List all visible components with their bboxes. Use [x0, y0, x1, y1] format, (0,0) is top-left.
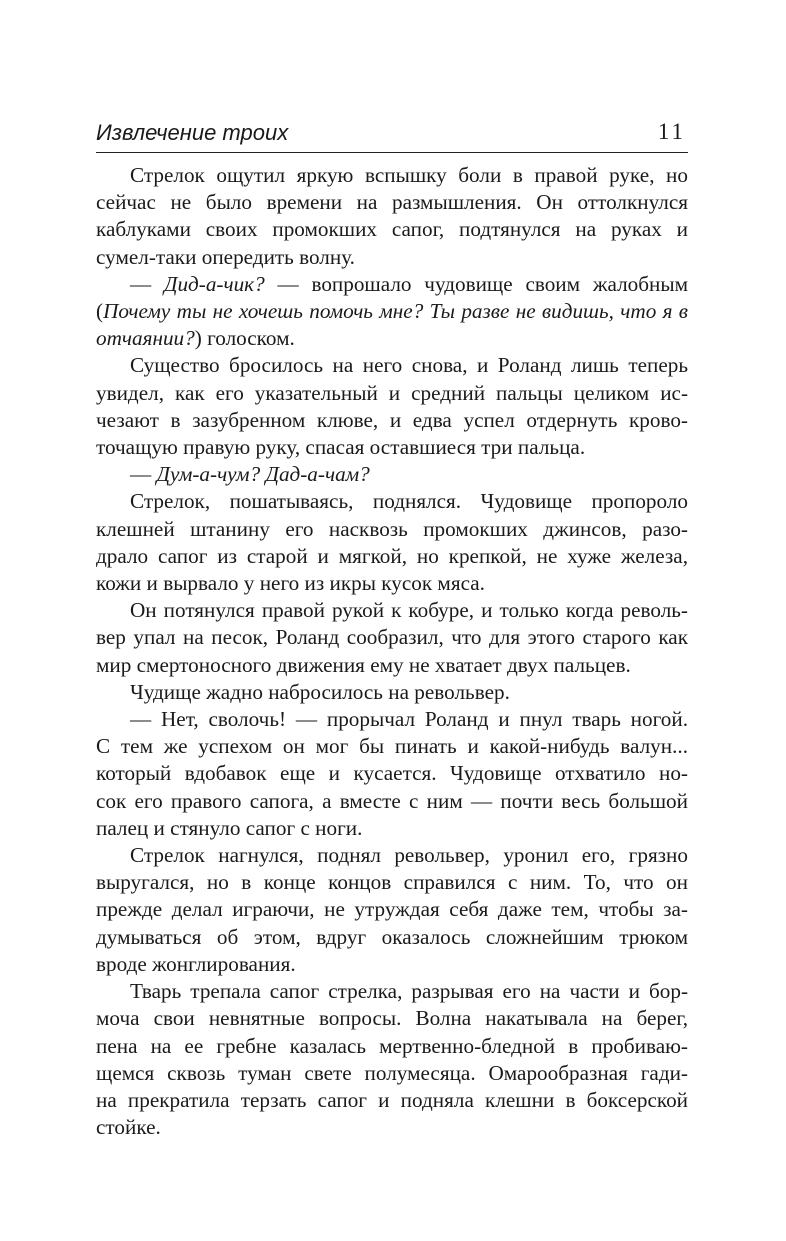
- text-line: мир смертоносного движения ему не хватает двух пальцев.: [96, 652, 631, 677]
- text-line: стойке.: [96, 1115, 161, 1140]
- text-line: — Дид-а-чик? — вопрошало чудовище своим жалобным: [130, 271, 688, 296]
- text-line: — Дум-а-чум? Дад-а-чам?: [130, 462, 370, 487]
- text-line: пена на ее гребне казалась мертвенно-бледной в пробиваю-: [96, 1033, 688, 1058]
- text-line: каблуками своих промокших сапог, подтянулся на руках и: [96, 217, 688, 242]
- text-line: на прекратила терзать сапог и подняла клешни в боксерской: [96, 1087, 688, 1112]
- text-line: палец и стянуло сапог с ноги.: [96, 815, 363, 840]
- paragraph: [96, 597, 688, 679]
- paragraph: [96, 271, 688, 353]
- text-line: который вдобавок еще и кусается. Чудовище отхватило но-: [96, 761, 688, 786]
- text-line: Существо бросилось на него снова, и Роланд лишь теперь: [130, 353, 688, 378]
- paragraph: [96, 679, 688, 706]
- text-line: Стрелок, пошатываясь, поднялся. Чудовище пропороло: [130, 489, 688, 514]
- text-line: сейчас не было времени на размышления. Он оттолкнулся: [96, 190, 688, 215]
- paragraph: [96, 162, 688, 271]
- text-line: Он потянулся правой рукой к кобуре, и только когда револь-: [130, 598, 688, 623]
- text-line: точащую правую руку, спасая оставшиеся три пальца.: [96, 435, 586, 460]
- text-line: Чудище жадно набросилось на револьвер.: [130, 679, 510, 704]
- text-line: клешней штанину его насквозь промокших джинсов, разо-: [96, 516, 688, 541]
- text-line: отчаянии?) голоском.: [96, 326, 295, 351]
- paragraph: [96, 488, 688, 597]
- text-line: щемся сквозь туман свете полумесяца. Омарообразная гади-: [96, 1060, 688, 1085]
- text-line: вроде жонглирования.: [96, 951, 296, 976]
- text-line: Стрелок нагнулся, поднял револьвер, уронил его, грязно: [130, 843, 688, 868]
- running-title: Извлечение троих: [96, 120, 289, 145]
- text-line: чезают в зазубренном клюве, и едва успел отдернуть крово-: [96, 407, 688, 432]
- text-line: Стрелок ощутил яркую вспышку боли в правой руке, но: [130, 163, 688, 187]
- running-header: [96, 118, 688, 153]
- page-number: 11: [657, 119, 686, 144]
- text-line: Тварь трепала сапог стрелка, разрывая его на части и бор-: [130, 979, 688, 1004]
- paragraph: [96, 842, 688, 978]
- text-line: — Нет, сволочь! — прорычал Роланд и пнул тварь ногой.: [130, 707, 688, 732]
- text-line: С тем же успехом он мог бы пинать и какой-нибудь валун...: [96, 734, 688, 759]
- text-line: кожи и вырвало у него из икры кусок мяса.: [96, 571, 485, 596]
- paragraph: [96, 978, 688, 1141]
- text-line: прежде делал играючи, не утруждая себя даже тем, чтобы за-: [96, 897, 688, 922]
- text-line: сумел-таки опередить волну.: [96, 244, 355, 269]
- paragraph: [96, 706, 688, 842]
- text-line: увидел, как его указательный и средний пальцы целиком ис-: [96, 380, 688, 405]
- body-text: [96, 162, 688, 1141]
- book-page: [96, 118, 688, 1141]
- text-line: сок его правого сапога, а вместе с ним — почти весь большой: [96, 788, 688, 813]
- text-line: думываться об этом, вдруг оказалось сложнейшим трюком: [96, 924, 688, 949]
- text-line: моча свои невнятные вопросы. Волна накатывала на берег,: [96, 1006, 688, 1031]
- text-line: драло сапог из старой и мягкой, но крепкой, не хуже железа,: [96, 543, 688, 568]
- text-line: выругался, но в конце концов справился с ним. То, что он: [96, 870, 688, 895]
- paragraph: [96, 461, 688, 488]
- paragraph: [96, 352, 688, 461]
- text-line: вер упал на песок, Роланд сообразил, что для этого старого как: [96, 625, 688, 650]
- text-line: (Почему ты не хочешь помочь мне? Ты разве не видишь, что я в: [96, 299, 688, 324]
